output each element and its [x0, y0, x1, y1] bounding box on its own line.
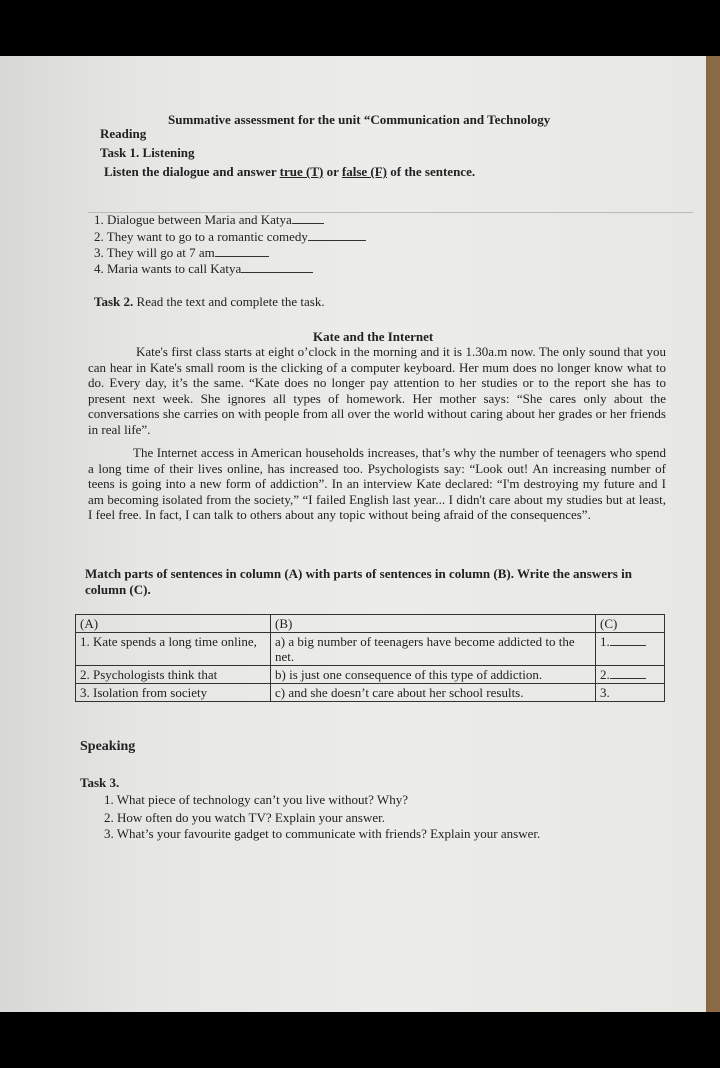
task1-item-2: 2. They want to go to a romantic comedy	[94, 229, 366, 244]
header-a: (A)	[76, 615, 271, 633]
task2-instr: Read the text and complete the task.	[133, 294, 325, 309]
section-reading: Reading	[100, 126, 147, 141]
text-title: Kate and the Internet	[313, 329, 434, 344]
task3-heading: Task 3.	[80, 775, 120, 790]
table-header-row	[76, 615, 665, 633]
false-label: false (F)	[341, 164, 388, 179]
section-speaking: Speaking	[80, 739, 136, 754]
table-row	[76, 633, 665, 666]
task2-label: Task 2.	[94, 294, 134, 309]
cell-b: a) a big number of teenagers have become addicted to the net.	[271, 633, 596, 666]
cell-a: 1. Kate spends a long time online,	[76, 633, 271, 666]
table-row	[76, 666, 665, 684]
task3-item-1: 1. What piece of technology can’t you live without? Why?	[104, 792, 408, 807]
or-text: or	[323, 164, 342, 179]
table-row	[76, 684, 665, 702]
cell-c: 1.	[596, 633, 665, 666]
task2-instruction	[94, 294, 325, 309]
task3-item-2: 2. How often do you watch TV? Explain your answer.	[104, 810, 386, 825]
task1-instr-post: of the sentence.	[387, 164, 476, 179]
task1-instr-pre: Listen the dialogue and answer	[104, 164, 280, 179]
cell-c: 3.	[596, 684, 665, 702]
reading-paragraph-2: The Internet access in American households increases, that’s why the number of teenagers who spend a long time of their lives online, has increased too. Psychologists say: “Look out! An increasing number of teens is going into a new form of addiction”. In an interview Kate declared: “I'm destroying my future and I am becoming isolated from the society,” “I failed English last year... I didn't care about my studies but at least, I feel free. In fact, I can talk to others about any topic without being afraid of the consequences”.	[88, 445, 666, 522]
task1-item-4: 4. Maria wants to call Katya	[94, 261, 313, 276]
document-page	[0, 56, 706, 1012]
header-b: (B)	[271, 615, 596, 633]
task1-item-1: 1. Dialogue between Maria and Katya	[94, 212, 324, 227]
cell-b: c) and she doesn’t care about her school results.	[271, 684, 596, 702]
true-label: true (T)	[279, 164, 324, 179]
cell-c: 2.	[596, 666, 665, 684]
cell-b: b) is just one consequence of this type of addiction.	[271, 666, 596, 684]
task1-instruction	[104, 164, 475, 179]
document-title: Summative assessment for the unit “Communication and Technology	[168, 112, 551, 127]
task3-item-3: 3. What’s your favourite gadget to communicate with friends? Explain your answer.	[104, 826, 541, 841]
header-c: (C)	[596, 615, 665, 633]
match-instruction: Match parts of sentences in column (A) with parts of sentences in column (B). Write the answers in column (C).	[85, 566, 632, 597]
cell-a: 3. Isolation from society	[76, 684, 271, 702]
cell-a: 2. Psychologists think that	[76, 666, 271, 684]
task1-item-3: 3. They will go at 7 am	[94, 245, 269, 260]
reading-paragraph-1: Kate's first class starts at eight o’clock in the morning and it is 1.30a.m now. The only sound that you can hear in Kate's small room is the clicking of a computer keyboard. Her mum does no longer know what to do. Every day, it’s the same. “Kate does no longer pay attention to her studies or to the report she has to present next week. She ignores all types of homework. Her mother says: “She cares only about the conversations she carries on with people from all over the world without caring about her grades or her friends in real life”.	[88, 344, 666, 437]
matching-table	[75, 614, 665, 702]
table-edge	[706, 56, 720, 1012]
task1-heading: Task 1. Listening	[100, 145, 195, 160]
